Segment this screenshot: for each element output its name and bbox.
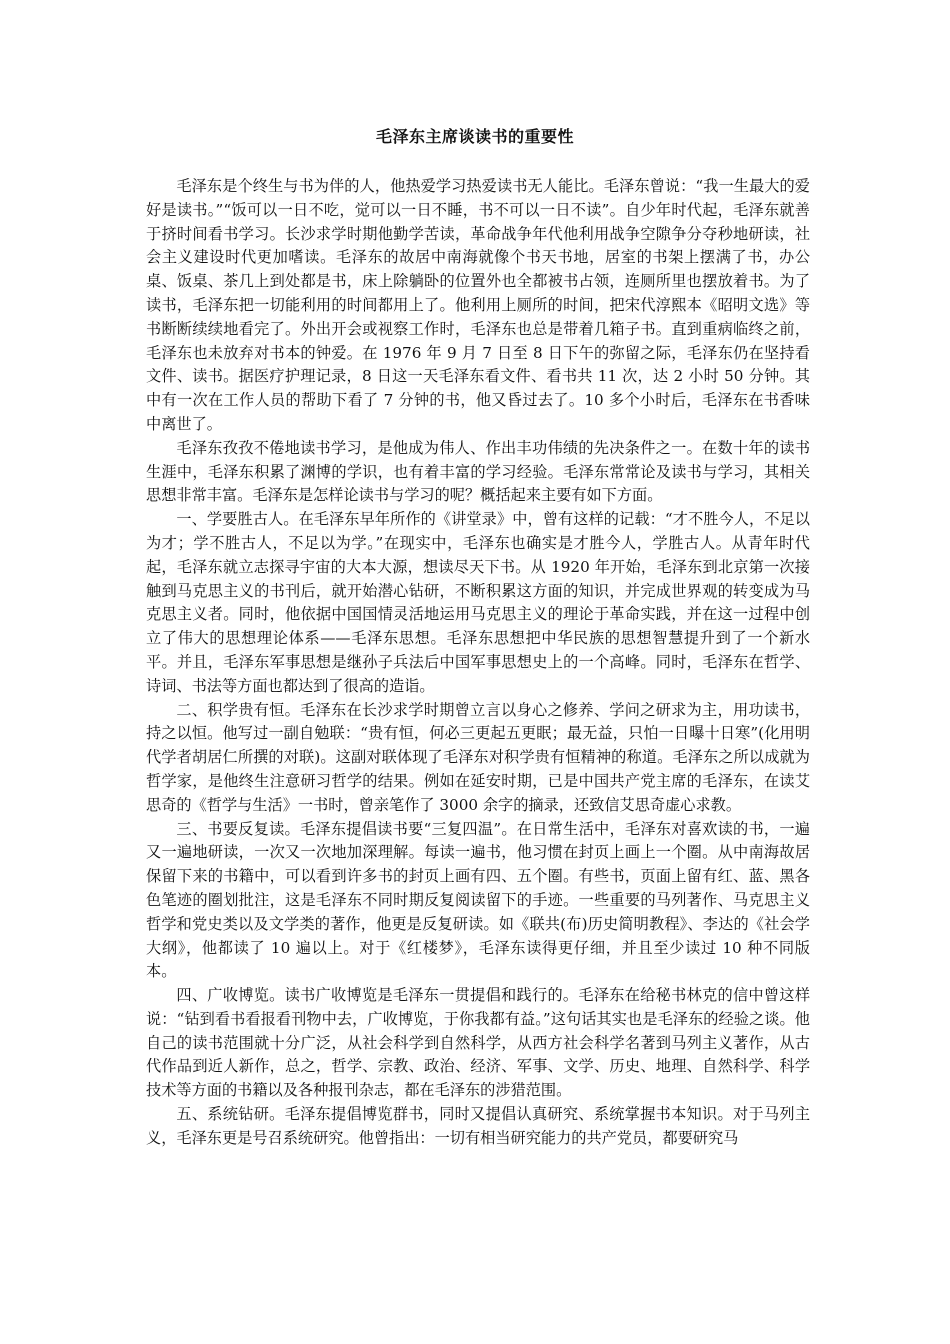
paragraph: 三、书要反复读。毛泽东提倡读书要“三复四温”。在日常生活中，毛泽东对喜欢读的书，一遍又一遍地研读，一次又一次地加深理解。每读一遍书，他习惯在封页上画上一个圈。从中南海故居保留下来的书籍中，可以看到许多书的封页上画有四、五个圈。有些书，页面上留有红、蓝、黑各色笔迹的圈划批注，这是毛泽东不同时期反复阅读留下的手迹。一些重要的马列著作、马克思主义哲学和党史类以及文学类的著作，他更是反复研读。如《联共(布)历史简明教程》、李达的《社会学大纲》，他都读了 10 遍以上。对于《红楼梦》，毛泽东读得更仔细，并且至少读过 10 种不同版本。: [146, 819, 810, 981]
paragraph: 四、广收博览。读书广收博览是毛泽东一贯提倡和践行的。毛泽东在给秘书林克的信中曾这样说：“钻到看书看报看刊物中去，广收博览，于你我都有益。”这句话其实也是毛泽东的经验之谈。他自己的读书范围就十分广泛，从社会科学到自然科学，从西方社会科学名著到马列主义著作，从古代作品到近人新作，总之，哲学、宗教、政治、经济、军事、文学、历史、地理、自然科学、科学技术等方面的书籍以及各种报刊杂志，都在毛泽东的涉猎范围。: [146, 986, 810, 1100]
paragraph: 一、学要胜古人。在毛泽东早年所作的《讲堂录》中，曾有这样的记载：“才不胜今人，不足以为才；学不胜古人，不足以为学。”在现实中，毛泽东也确实是才胜今人，学胜古人。从青年时代起，毛泽东就立志探寻宇宙的大本大源，想读尽天下书。从 1920 年开始，毛泽东到北京第一次接触到马克思主义的书刊后，就开始潜心钻研，不断积累这方面的知识，并完成世界观的转变成为马克思主义者。同时，他依据中国国情灵活地运用马克思主义的理论于革命实践，并在这一过程中创立了伟大的思想理论体系——毛泽东思想。毛泽东思想把中华民族的思想智慧提升到了一个新水平。并且，毛泽东军事思想是继孙子兵法后中国军事思想史上的一个高峰。同时，毛泽东在哲学、诗词、书法等方面也都达到了很高的造诣。: [146, 510, 810, 695]
document-body: [146, 175, 810, 1151]
paragraph: 毛泽东孜孜不倦地读书学习，是他成为伟人、作出丰功伟绩的先决条件之一。在数十年的读书生涯中，毛泽东积累了渊博的学识，也有着丰富的学习经验。毛泽东常常论及读书与学习，其相关思想非常丰富。毛泽东是怎样论读书与学习的呢？概括起来主要有如下方面。: [146, 438, 810, 505]
paragraph: 二、积学贵有恒。毛泽东在长沙求学时期曾立言以身心之修养、学问之研求为主，用功读书，持之以恒。他写过一副自勉联：“贵有恒，何必三更起五更眠；最无益，只怕一日曝十日寒”(化用明代学者胡居仁所撰的对联)。这副对联体现了毛泽东对积学贵有恒精神的称道。毛泽东之所以成就为哲学家，是他终生注意研习哲学的结果。例如在延安时期，已是中国共产党主席的毛泽东，在读艾思奇的《哲学与生活》一书时，曾亲笔作了 3000 余字的摘录，还致信艾思奇虚心求教。: [146, 700, 810, 814]
document-title: 毛泽东主席谈读书的重要性: [375, 127, 574, 146]
paragraph: 毛泽东是个终生与书为伴的人，他热爱学习热爱读书无人能比。毛泽东曾说：“我一生最大的爱好是读书。”“饭可以一日不吃，觉可以一日不睡，书不可以一日不读”。自少年时代起，毛泽东就善于挤时间看书学习。长沙求学时期他勤学苦读，革命战争年代他利用战争空隙争分夺秒地研读，社会主义建设时代更加嗜读。毛泽东的故居中南海就像个书天书地，居室的书架上摆满了书，办公桌、饭桌、茶几上到处都是书，床上除躺卧的位置外也全都被书占领，连厕所里也摆放着书。为了读书，毛泽东把一切能利用的时间都用上了。他利用上厕所的时间，把宋代淳熙本《昭明文选》等书断断续续地看完了。外出开会或视察工作时，毛泽东也总是带着几箱子书。直到重病临终之前，毛泽东也未放弃对书本的钟爱。在 1976 年 9 月 7 日至 8 日下午的弥留之际，毛泽东仍在坚持看文件、读书。据医疗护理记录，8 日这一天毛泽东看文件、看书共 11 次，达 2 小时 50 分钟。其中有一次在工作人员的帮助下看了 7 分钟的书，他又昏过去了。10 多个小时后，毛泽东在书香味中离世了。: [146, 177, 810, 433]
paragraph: 五、系统钻研。毛泽东提倡博览群书，同时又提倡认真研究、系统掌握书本知识。对于马列主义，毛泽东更是号召系统研究。他曾指出：一切有相当研究能力的共产党员，都要研究马: [146, 1105, 810, 1147]
